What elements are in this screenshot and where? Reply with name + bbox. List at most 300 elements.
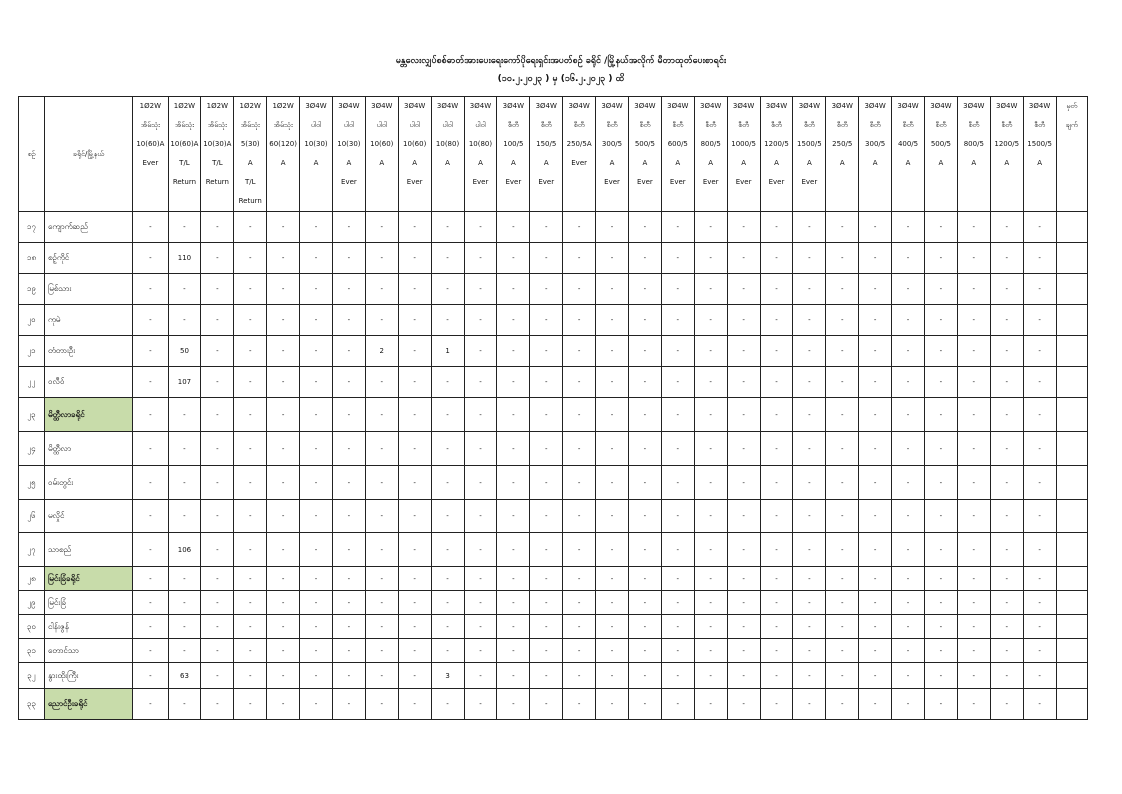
header-line: စီတီ <box>968 121 980 129</box>
meter-count-cell: - <box>267 567 300 591</box>
row-serial-number: ၁၉ <box>19 274 45 305</box>
meter-count-cell: - <box>793 243 826 274</box>
header-line: ပါဝါ <box>343 121 355 129</box>
meter-column-header <box>300 97 333 212</box>
meter-count-cell: - <box>234 212 267 243</box>
header-line: Ever <box>604 178 620 186</box>
meter-column-header <box>1023 97 1056 212</box>
district-name-cell: မိတ္ထီလာခရိုင် <box>44 398 132 432</box>
meter-count-cell: - <box>332 663 365 689</box>
header-line: စီတီ <box>902 121 914 129</box>
meter-count-cell: - <box>957 567 990 591</box>
meter-count-cell: - <box>332 432 365 466</box>
meter-count-cell: - <box>661 432 694 466</box>
meter-count-cell: - <box>628 336 661 367</box>
header-line: 3Ø4W <box>700 102 722 110</box>
meter-count-cell: - <box>760 639 793 663</box>
row-serial-number: ၂၂ <box>19 367 45 398</box>
meter-count-cell: - <box>168 567 201 591</box>
meter-count-cell: - <box>661 466 694 500</box>
row-serial-number: ၃၃ <box>19 689 45 720</box>
meter-count-cell: - <box>300 367 333 398</box>
header-line: 10(30)A <box>203 140 232 148</box>
meter-count-cell: - <box>431 274 464 305</box>
header-line: A <box>971 159 977 167</box>
meter-count-cell: - <box>760 689 793 720</box>
meter-count-cell: - <box>464 243 497 274</box>
header-line: A <box>806 159 812 167</box>
meter-count-cell: - <box>201 500 234 533</box>
meter-count-cell: - <box>661 305 694 336</box>
meter-count-cell: - <box>332 367 365 398</box>
meter-count-cell: - <box>826 466 859 500</box>
meter-count-cell: - <box>628 432 661 466</box>
township-name-cell: မိတ္ထီလာ <box>44 432 132 466</box>
meter-count-cell: - <box>464 274 497 305</box>
header-line: 1Ø2W <box>139 102 162 110</box>
remark-cell <box>1056 336 1087 367</box>
header-line: အိမ်သုံး <box>140 121 160 129</box>
meter-count-cell: - <box>859 398 892 432</box>
meter-column-header <box>201 97 234 212</box>
table-row <box>19 336 1088 367</box>
header-line: Return <box>172 178 197 186</box>
meter-count-cell: - <box>892 274 925 305</box>
header-line: ချက် <box>1065 121 1078 129</box>
meter-count-cell: - <box>497 305 530 336</box>
header-line: 100/5 <box>503 140 524 148</box>
header-line: A <box>609 159 615 167</box>
meter-count-cell: - <box>365 305 398 336</box>
meter-count-cell: - <box>924 243 957 274</box>
meter-count-cell: - <box>859 336 892 367</box>
meter-count-cell: - <box>727 212 760 243</box>
meter-issue-table <box>18 96 1088 720</box>
meter-count-cell: - <box>300 398 333 432</box>
meter-count-cell: - <box>859 367 892 398</box>
meter-count-cell: - <box>267 336 300 367</box>
table-header-row <box>19 97 1088 212</box>
meter-count-cell: - <box>596 243 629 274</box>
meter-count-cell: - <box>990 305 1023 336</box>
meter-count-cell: - <box>497 689 530 720</box>
meter-count-cell: - <box>760 533 793 567</box>
meter-count-cell: - <box>628 591 661 615</box>
meter-column-header <box>332 97 365 212</box>
meter-count-cell: - <box>793 274 826 305</box>
meter-count-cell: - <box>563 274 596 305</box>
header-line: စီတီ <box>507 121 519 129</box>
header-line: အိမ်သုံး <box>240 121 260 129</box>
header-line: Ever <box>472 178 489 186</box>
meter-count-cell: - <box>300 243 333 274</box>
meter-count-cell: - <box>398 591 431 615</box>
meter-count-cell: 3 <box>431 663 464 689</box>
table-row <box>19 591 1088 615</box>
meter-column-header <box>398 97 431 212</box>
meter-count-cell: - <box>133 274 168 305</box>
header-line: 3Ø4W <box>963 102 985 110</box>
meter-count-cell: - <box>596 398 629 432</box>
row-serial-number: ၁၈ <box>19 243 45 274</box>
township-name-cell: မြင်းခြံ <box>44 591 132 615</box>
meter-count-cell: - <box>300 336 333 367</box>
meter-count-cell: - <box>530 466 563 500</box>
meter-count-cell: - <box>201 533 234 567</box>
meter-count-cell: - <box>694 305 727 336</box>
meter-count-cell: - <box>596 212 629 243</box>
meter-count-cell: - <box>267 663 300 689</box>
meter-count-cell: - <box>1023 615 1056 639</box>
meter-count-cell: - <box>431 689 464 720</box>
meter-count-cell: - <box>365 533 398 567</box>
meter-count-cell: - <box>661 567 694 591</box>
table-row <box>19 398 1088 432</box>
header-line: စီတီ <box>672 121 684 129</box>
header-line: Ever <box>669 178 686 186</box>
report-title: မန္တလေးလျှပ်စစ်ဓာတ်အားပေးရေးကော်ပိုရေးရှင်းအပတ်စဉ် ခရိုင် /မြို့နယ်အလိုက် မီတာထုတ်ပေးစာရင်း <box>395 56 727 66</box>
meter-count-cell: - <box>267 591 300 615</box>
meter-column-header <box>760 97 793 212</box>
meter-count-cell: - <box>332 591 365 615</box>
meter-count-cell: - <box>431 212 464 243</box>
meter-count-cell: - <box>497 533 530 567</box>
meter-count-cell: - <box>497 466 530 500</box>
meter-count-cell: - <box>497 336 530 367</box>
meter-count-cell: - <box>892 689 925 720</box>
meter-count-cell: - <box>133 615 168 639</box>
meter-count-cell: - <box>234 615 267 639</box>
row-serial-number: ၃၂ <box>19 663 45 689</box>
header-line: A <box>280 159 286 167</box>
header-line: Ever <box>735 178 752 186</box>
meter-count-cell: - <box>530 500 563 533</box>
meter-count-cell: - <box>628 212 661 243</box>
meter-count-cell: - <box>892 398 925 432</box>
header-line: 3Ø4W <box>502 102 525 110</box>
header-line: A <box>774 159 779 167</box>
meter-count-cell: - <box>133 663 168 689</box>
meter-count-cell: - <box>234 591 267 615</box>
meter-count-cell: - <box>497 639 530 663</box>
meter-count-cell: - <box>300 615 333 639</box>
meter-count-cell: - <box>563 432 596 466</box>
meter-count-cell: - <box>628 663 661 689</box>
meter-count-cell: - <box>530 591 563 615</box>
meter-count-cell: - <box>990 398 1023 432</box>
meter-count-cell: - <box>760 615 793 639</box>
meter-count-cell: - <box>431 533 464 567</box>
header-line: 800/5 <box>700 140 721 148</box>
serial-header <box>19 97 45 212</box>
meter-count-cell: - <box>497 367 530 398</box>
remark-cell <box>1056 591 1087 615</box>
meter-count-cell: - <box>563 591 596 615</box>
meter-count-cell: - <box>661 367 694 398</box>
meter-count-cell: - <box>957 500 990 533</box>
meter-count-cell: - <box>628 639 661 663</box>
meter-count-cell: - <box>201 567 234 591</box>
meter-column-header <box>727 97 760 212</box>
meter-count-cell: - <box>365 500 398 533</box>
row-serial-number: ၂၈ <box>19 567 45 591</box>
meter-count-cell: - <box>596 639 629 663</box>
meter-count-cell: - <box>892 615 925 639</box>
meter-count-cell: - <box>398 689 431 720</box>
meter-count-cell: - <box>694 689 727 720</box>
meter-count-cell: - <box>431 639 464 663</box>
meter-count-cell: - <box>133 533 168 567</box>
meter-column-header <box>431 97 464 212</box>
meter-count-cell: - <box>1023 500 1056 533</box>
meter-count-cell: - <box>497 567 530 591</box>
meter-count-cell: - <box>201 663 234 689</box>
meter-count-cell: - <box>727 500 760 533</box>
meter-count-cell: - <box>793 533 826 567</box>
meter-count-cell: - <box>530 663 563 689</box>
meter-count-cell: - <box>892 466 925 500</box>
meter-count-cell: - <box>530 398 563 432</box>
meter-count-cell: - <box>596 432 629 466</box>
meter-count-cell: - <box>168 305 201 336</box>
meter-count-cell: - <box>596 274 629 305</box>
header-line: စီတီ <box>738 121 749 129</box>
meter-count-cell: - <box>859 243 892 274</box>
meter-count-cell: - <box>628 615 661 639</box>
meter-count-cell: - <box>1023 398 1056 432</box>
meter-count-cell: 63 <box>168 663 201 689</box>
meter-count-cell: - <box>267 466 300 500</box>
meter-count-cell: - <box>727 274 760 305</box>
meter-count-cell: - <box>628 689 661 720</box>
header-line: 500/5 <box>930 140 952 148</box>
meter-count-cell: - <box>530 305 563 336</box>
meter-count-cell: 1 <box>431 336 464 367</box>
meter-count-cell: - <box>859 305 892 336</box>
meter-count-cell: 2 <box>365 336 398 367</box>
district-township-header <box>44 97 132 212</box>
meter-count-cell: - <box>892 432 925 466</box>
header-line: စီတီ <box>1034 121 1045 129</box>
meter-count-cell: - <box>431 500 464 533</box>
meter-count-cell: - <box>793 212 826 243</box>
meter-count-cell: - <box>826 274 859 305</box>
meter-count-cell: - <box>234 243 267 274</box>
header-line: စီတီ <box>573 121 585 129</box>
header-line: ပါဝါ <box>409 121 420 129</box>
header-line: စီတီ <box>869 121 881 129</box>
meter-count-cell: - <box>563 367 596 398</box>
meter-count-cell: - <box>957 336 990 367</box>
table-row <box>19 533 1088 567</box>
header-line: 500/5 <box>634 140 655 148</box>
meter-count-cell: - <box>133 639 168 663</box>
meter-count-cell: - <box>661 639 694 663</box>
meter-count-cell: - <box>431 398 464 432</box>
meter-count-cell: - <box>793 591 826 615</box>
meter-count-cell: - <box>398 567 431 591</box>
township-name-cell: ဝလီဝ် <box>44 367 132 398</box>
meter-count-cell: - <box>990 367 1023 398</box>
meter-count-cell: - <box>760 591 793 615</box>
meter-count-cell: - <box>760 305 793 336</box>
meter-count-cell: - <box>694 212 727 243</box>
meter-count-cell: - <box>530 567 563 591</box>
meter-count-cell: - <box>628 567 661 591</box>
meter-count-cell: - <box>826 500 859 533</box>
header-line: 150/5 <box>536 140 557 148</box>
header-line: စီတီ <box>935 121 947 129</box>
meter-count-cell: - <box>168 466 201 500</box>
meter-count-cell: - <box>694 663 727 689</box>
meter-count-cell: - <box>133 432 168 466</box>
meter-count-cell: - <box>464 367 497 398</box>
meter-count-cell: - <box>924 591 957 615</box>
meter-count-cell: - <box>300 432 333 466</box>
meter-count-cell: - <box>859 663 892 689</box>
meter-count-cell: - <box>431 305 464 336</box>
report-date-range: (၁၀.၂.၂၀၂၃ ) မှ (၁၆.၂.၂၀၂၃ ) ထိ <box>497 74 625 84</box>
meter-count-cell: - <box>661 243 694 274</box>
header-line: မှတ် <box>1066 102 1078 110</box>
header-line: ပါဝါ <box>310 121 322 129</box>
meter-count-cell: - <box>201 615 234 639</box>
meter-count-cell: - <box>793 367 826 398</box>
meter-count-cell: - <box>957 274 990 305</box>
header-line: 10(60)A <box>136 140 165 148</box>
meter-count-cell: - <box>892 305 925 336</box>
meter-count-cell: - <box>398 336 431 367</box>
meter-count-cell: - <box>793 500 826 533</box>
meter-count-cell: - <box>398 305 431 336</box>
meter-count-cell: - <box>530 432 563 466</box>
header-line: 3Ø4W <box>798 102 821 110</box>
meter-count-cell: - <box>168 591 201 615</box>
meter-count-cell: - <box>133 336 168 367</box>
district-name-cell: မြင်းခြံခရိုင် <box>44 567 132 591</box>
meter-count-cell: - <box>133 466 168 500</box>
remark-cell <box>1056 663 1087 689</box>
row-serial-number: ၂၀ <box>19 305 45 336</box>
meter-column-header <box>234 97 267 212</box>
header-line: A <box>1004 159 1010 167</box>
header-line: 3Ø4W <box>535 102 557 110</box>
table-row <box>19 432 1088 466</box>
meter-count-cell: - <box>168 432 201 466</box>
meter-count-cell: - <box>596 336 629 367</box>
meter-count-cell: - <box>957 243 990 274</box>
meter-count-cell: - <box>464 533 497 567</box>
meter-count-cell: - <box>497 591 530 615</box>
meter-count-cell: - <box>957 533 990 567</box>
meter-count-cell: - <box>464 336 497 367</box>
meter-count-cell: - <box>892 212 925 243</box>
table-row <box>19 615 1088 639</box>
meter-count-cell: - <box>234 500 267 533</box>
header-line: 3Ø4W <box>864 102 886 110</box>
header-line: စီတီ <box>606 121 618 129</box>
header-line: A <box>510 159 516 167</box>
meter-count-cell: - <box>168 274 201 305</box>
header-line: A <box>905 159 911 167</box>
meter-count-cell: - <box>694 243 727 274</box>
meter-column-header <box>628 97 661 212</box>
meter-count-cell: - <box>760 212 793 243</box>
meter-count-cell: - <box>365 398 398 432</box>
meter-count-cell: - <box>267 212 300 243</box>
meter-count-cell: - <box>365 639 398 663</box>
meter-column-header <box>530 97 563 212</box>
header-line: 1Ø2W <box>173 102 196 110</box>
meter-count-cell: - <box>990 466 1023 500</box>
meter-count-cell: - <box>201 591 234 615</box>
remark-cell <box>1056 567 1087 591</box>
meter-count-cell: - <box>826 243 859 274</box>
meter-count-cell: - <box>267 500 300 533</box>
meter-column-header <box>168 97 201 212</box>
header-line: 3Ø4W <box>436 102 459 110</box>
meter-count-cell: - <box>892 500 925 533</box>
meter-column-header <box>892 97 925 212</box>
meter-count-cell: - <box>300 567 333 591</box>
header-line: 1Ø2W <box>206 102 228 110</box>
header-line: 1200/5 <box>994 140 1020 148</box>
township-name-cell: ကုမဲ <box>44 305 132 336</box>
township-name-cell: စဉ့်ကိုင် <box>44 243 132 274</box>
meter-count-cell: - <box>1023 305 1056 336</box>
row-serial-number: ၃၁ <box>19 639 45 663</box>
meter-count-cell: - <box>563 663 596 689</box>
header-line: ပါဝါ <box>376 121 387 129</box>
meter-count-cell: - <box>694 466 727 500</box>
meter-count-cell: - <box>300 591 333 615</box>
meter-count-cell: - <box>267 305 300 336</box>
meter-count-cell: - <box>431 243 464 274</box>
meter-count-cell: - <box>133 305 168 336</box>
meter-count-cell: - <box>957 432 990 466</box>
meter-count-cell: - <box>365 212 398 243</box>
meter-count-cell: - <box>924 567 957 591</box>
meter-count-cell: - <box>892 639 925 663</box>
meter-count-cell: - <box>694 336 727 367</box>
meter-count-cell: - <box>793 398 826 432</box>
header-line: ခရိုင်/မြို့နယ် <box>73 149 105 158</box>
meter-column-header <box>267 97 300 212</box>
meter-count-cell: - <box>497 500 530 533</box>
row-serial-number: ၁၇ <box>19 212 45 243</box>
remark-cell <box>1056 212 1087 243</box>
header-line: Ever <box>538 178 555 186</box>
meter-count-cell: - <box>859 466 892 500</box>
meter-count-cell: - <box>168 689 201 720</box>
header-line: Ever <box>505 178 522 186</box>
meter-count-cell: - <box>596 663 629 689</box>
meter-count-cell: - <box>957 305 990 336</box>
header-line: 1Ø2W <box>272 102 294 110</box>
header-line: 3Ø4W <box>930 102 952 110</box>
row-serial-number: ၂၃ <box>19 398 45 432</box>
meter-count-cell: - <box>859 689 892 720</box>
meter-count-cell: - <box>957 591 990 615</box>
meter-count-cell: - <box>596 305 629 336</box>
meter-count-cell: - <box>234 336 267 367</box>
meter-count-cell: - <box>234 663 267 689</box>
meter-count-cell: - <box>1023 336 1056 367</box>
meter-count-cell: - <box>168 212 201 243</box>
meter-count-cell: - <box>332 243 365 274</box>
header-line: 3Ø4W <box>996 102 1018 110</box>
meter-column-header <box>990 97 1023 212</box>
